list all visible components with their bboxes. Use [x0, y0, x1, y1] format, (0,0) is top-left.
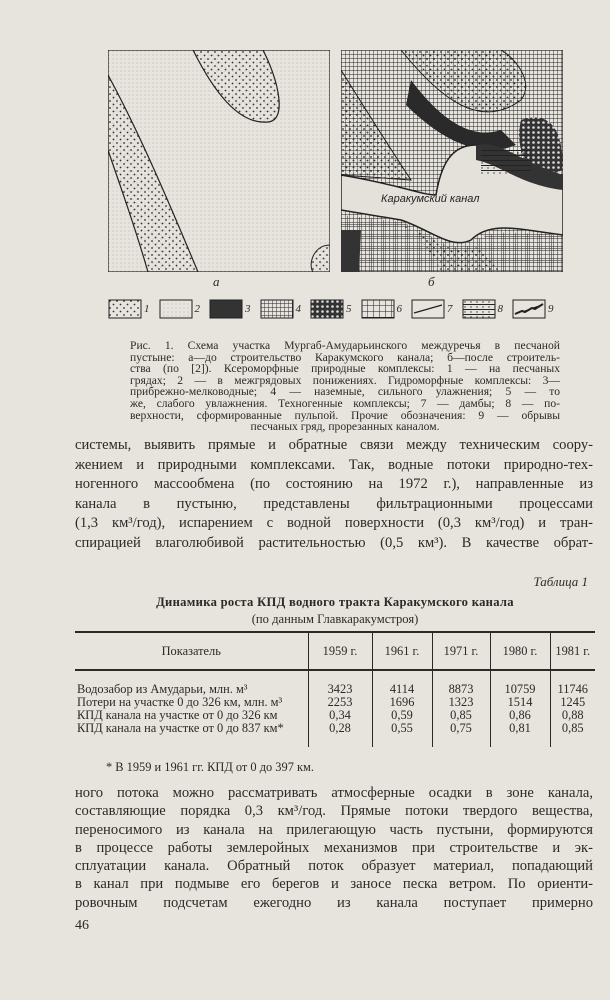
table-row: КПД канала на участке от 0 до 837 км* 0,28 0,55 0,75 0,81 0,85	[75, 722, 595, 735]
table-subtitle: (по данным Главкаракумстроя)	[251, 612, 419, 626]
table-footnote: * В 1959 и 1961 гг. КПД от 0 до 397 км.	[106, 760, 314, 774]
legend-swatch-sand-ridges	[108, 299, 142, 319]
paragraph-2: ного потока можно рассматривать атмосферные осадки в зоне канала, составляющие порядка 0,3 км³/год. Прямые потоки твердого вещества, переносимого из канала на прилегающую часть пустыни, формируются в процессе работы землеройных механизмов при строительстве и эк- сплуатации канала. Обратный поток образует материал, попадающий в канал при подмыве его берегов и заносе песка ветром. По ориенти- ровочным подсчетам ежегодно из канала поступает примерно	[75, 785, 593, 911]
canal-label: Каракумский канал	[381, 193, 480, 205]
column-header: 1959 г.	[308, 632, 372, 670]
legend-swatch-6	[361, 299, 395, 319]
table-row: КПД канала на участке от 0 до 326 км 0,34 0,59 0,85 0,86 0,88	[75, 709, 595, 722]
column-header: Показатель	[75, 632, 308, 670]
legend-item: 4	[260, 299, 302, 319]
column-header: 1981 г.	[550, 632, 595, 670]
table-row: Потери на участке 0 до 326 км, млн. м³ 2253 1696 1323 1514 1245	[75, 696, 595, 709]
legend-swatch-strong-moisture	[260, 299, 294, 319]
map-after-canal	[341, 50, 563, 272]
legend-swatch-depressions	[159, 299, 193, 319]
map-b-label: б	[428, 274, 435, 289]
map-before-canal	[108, 50, 330, 272]
legend-item: 3	[209, 299, 251, 319]
legend-swatch-scarps	[512, 299, 546, 319]
table-header-row	[75, 632, 595, 670]
legend-item: 1	[108, 299, 150, 319]
column-header: 1980 г.	[490, 632, 550, 670]
paragraph-1: системы, выявить прямые и обратные связи между техническим соору- жением и природными комплексами. Так, водные потоки природно-тех- ногенного массообмена (по состоянию на 1972 г.), направленные из канала в пустыню, представлены фильтрационными процессами (1,3 км³/год), испарением с водной поверхности (0,3 км³/год) и тран- спирацией влаголюбивой растительностью (0,5 км³). В качестве обрат-	[75, 437, 593, 551]
legend-item: 2	[159, 299, 201, 319]
legend-swatch-pulp	[462, 299, 496, 319]
legend-item: 5	[310, 299, 352, 319]
legend-item: 6	[361, 299, 403, 319]
figure-legend	[108, 297, 568, 321]
legend-item: 7	[411, 299, 453, 319]
table-label: Таблица 1	[533, 574, 588, 589]
data-table	[75, 631, 595, 747]
legend-item: 9	[512, 299, 554, 319]
legend-swatch-dams	[411, 299, 445, 319]
column-header: 1971 г.	[432, 632, 490, 670]
page-number: 46	[75, 918, 89, 933]
legend-swatch-weak-moisture	[310, 299, 344, 319]
legend-swatch-shallow	[209, 299, 243, 319]
table-title: Динамика роста КПД водного тракта Каракумского канала	[156, 595, 514, 609]
table-row: Водозабор из Амударьи, млн. м³ 3423 4114 8873 10759 11746	[75, 683, 595, 696]
map-a-label: а	[213, 274, 220, 289]
legend-item: 8	[462, 299, 504, 319]
column-header: 1961 г.	[372, 632, 432, 670]
figure-caption: Рис. 1. Схема участка Мургаб-Амударьинского междуречья в песчаной пустыне: а—до строительство Каракумского канала; б—после строитель- ства (по [2]). Ксероморфные природные комплексы: 1 — на песчаных грядах; 2 — в межгрядовых понижениях. Гидроморфные комплексы: 3— прибрежно-мелководные; 4 — наземные, сильного улажнения; 5 — то же, слабого увлажнения. Техногенные комплексы; 7 — дамбы; 8 — по- верхности, сформированные пульпой. Прочие обозначения: 9 — обрывы песчаных гряд, прорезанных каналом.	[130, 339, 560, 434]
